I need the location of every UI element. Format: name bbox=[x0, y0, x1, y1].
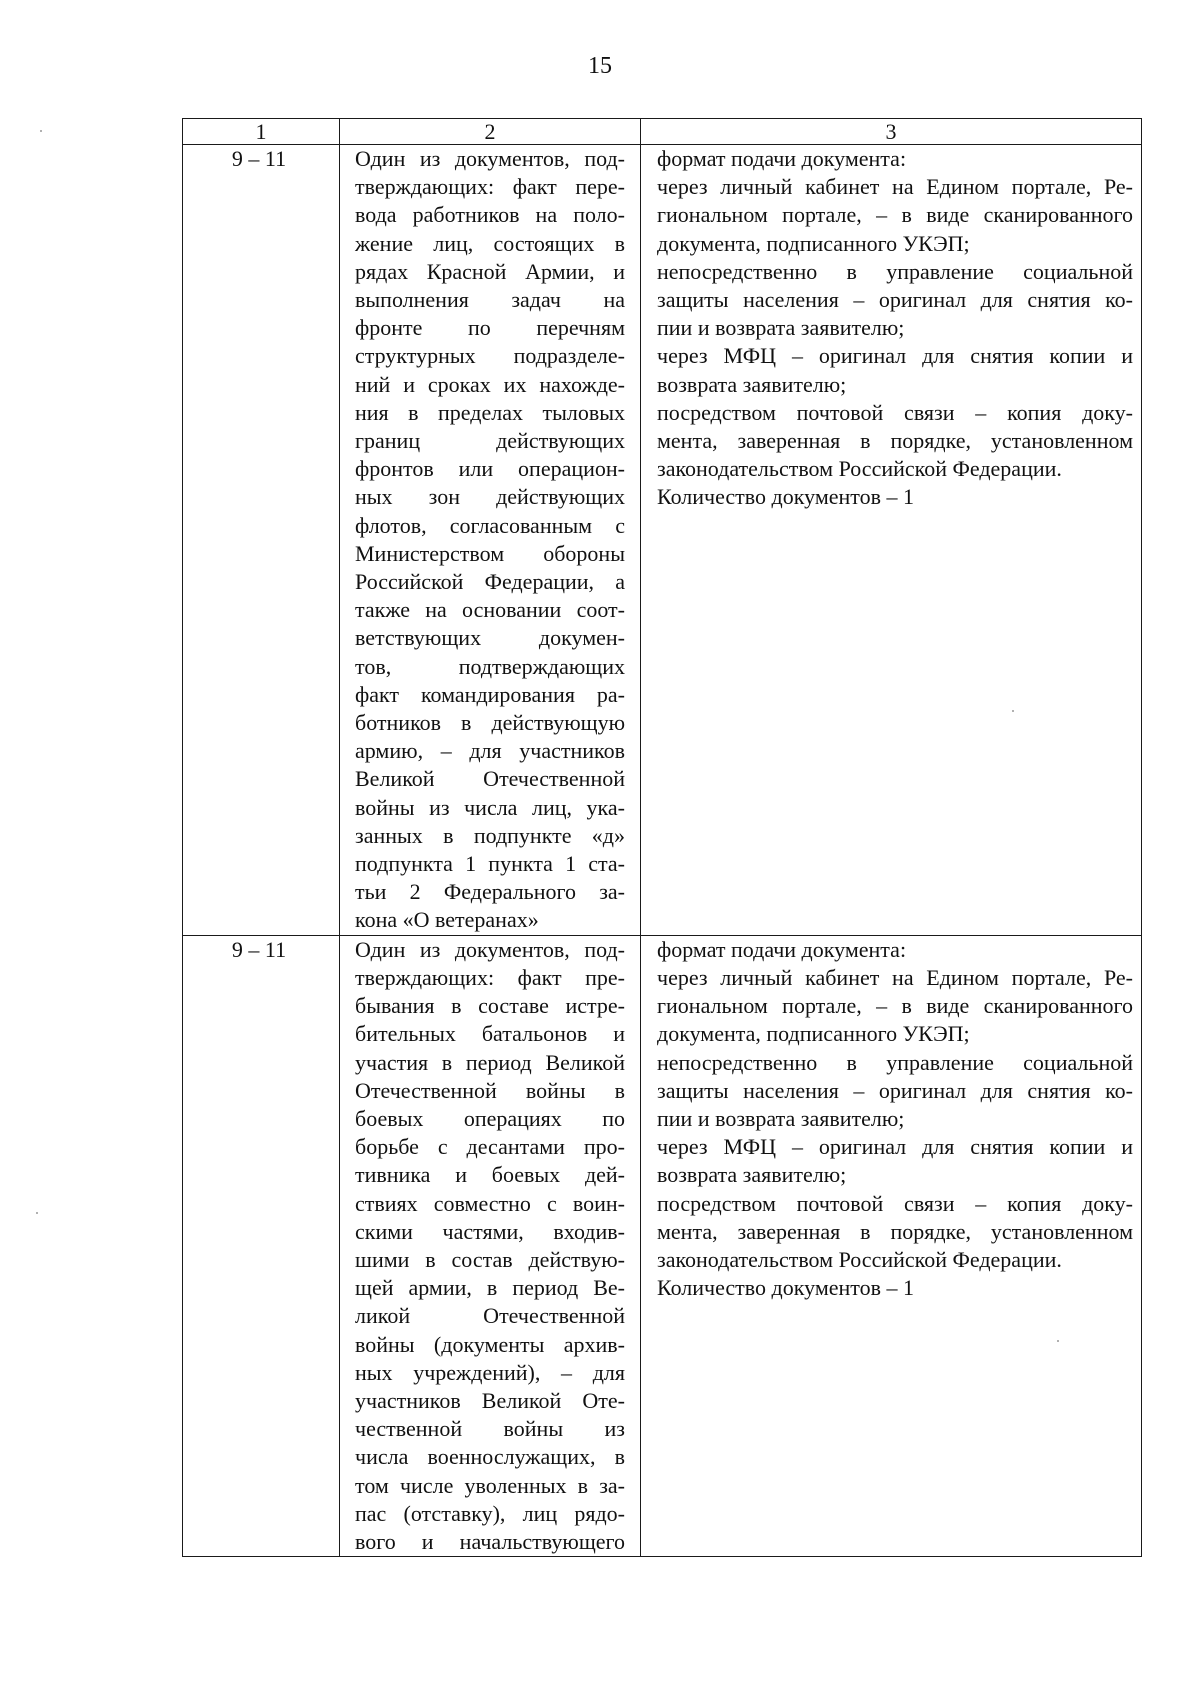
text-line: тверждающих: факт пере- bbox=[355, 174, 625, 200]
text-line: выполнения задач на bbox=[355, 287, 625, 313]
page-number: 15 bbox=[588, 53, 612, 79]
documents-table bbox=[182, 118, 1142, 1557]
column-header-3: 3 bbox=[641, 119, 1142, 145]
text-line: подпункта 1 пункта 1 ста- bbox=[355, 851, 625, 877]
text-line: структурных подразделе- bbox=[355, 343, 625, 369]
text-line: законодательством Российской Федерации. bbox=[657, 456, 1062, 482]
text-line: границ действующих bbox=[355, 428, 625, 454]
text-line: участия в период Великой bbox=[355, 1049, 625, 1075]
row-code-cell: 9 – 11 bbox=[183, 145, 340, 936]
text-line: Российской Федерации, а bbox=[355, 569, 625, 595]
text-line: Количество документов – 1 bbox=[657, 1275, 914, 1301]
text-line: вого и начальствующего bbox=[355, 1528, 625, 1554]
row-code-cell: 9 – 11 bbox=[183, 935, 340, 1556]
text-line: ликой Отечественной bbox=[355, 1303, 625, 1329]
text-line: Один из документов, под- bbox=[355, 936, 625, 962]
text-line: возврата заявителю; bbox=[657, 371, 847, 397]
text-line: фронтов или операцион- bbox=[355, 456, 625, 482]
text-line: тов, подтверждающих bbox=[355, 653, 625, 679]
document-description-cell bbox=[340, 935, 641, 1556]
text-line: посредством почтовой связи – копия доку- bbox=[657, 1190, 1133, 1216]
text-line: ний и сроках их нахожде- bbox=[355, 371, 625, 397]
text-line: армию, – для участников bbox=[355, 738, 625, 764]
document-description-text bbox=[355, 145, 625, 935]
document-description-cell bbox=[340, 145, 641, 936]
text-line: боевых операциях по bbox=[355, 1105, 625, 1131]
text-line: щей армии, в период Ве- bbox=[355, 1275, 625, 1301]
text-line: бывания в составе истре- bbox=[355, 993, 625, 1019]
table-row bbox=[183, 145, 1142, 936]
text-line: гиональном портале, – в виде сканированного bbox=[657, 993, 1133, 1019]
text-line: ствиях совместно с воин- bbox=[355, 1190, 625, 1216]
text-line: жение лиц, состоящих в bbox=[355, 230, 625, 256]
text-line: тверждающих: факт пре- bbox=[355, 964, 625, 990]
text-line: непосредственно в управление социальной bbox=[657, 1049, 1133, 1075]
document-description-text bbox=[355, 936, 625, 1556]
text-line: мента, заверенная в порядке, установленном bbox=[657, 428, 1133, 454]
text-line: посредством почтовой связи – копия доку- bbox=[657, 399, 1133, 425]
text-line: борьбе с десантами про- bbox=[355, 1134, 625, 1160]
text-line: чественной войны из bbox=[355, 1416, 625, 1442]
text-line: том числе уволенных в за- bbox=[355, 1472, 625, 1498]
text-line: законодательством Российской Федерации. bbox=[657, 1246, 1062, 1272]
text-line: участников Великой Оте- bbox=[355, 1387, 625, 1413]
text-line: Один из документов, под- bbox=[355, 146, 625, 171]
text-line: флотов, согласованным с bbox=[355, 512, 625, 538]
text-line: Отечественной войны в bbox=[355, 1077, 625, 1103]
text-line: через личный кабинет на Едином портале, Ре- bbox=[657, 964, 1133, 990]
text-line: вода работников на поло- bbox=[355, 202, 625, 228]
text-line: через личный кабинет на Едином портале, Ре- bbox=[657, 174, 1133, 200]
text-line: ветствующих докумен- bbox=[355, 625, 625, 651]
scan-speck bbox=[1012, 710, 1014, 712]
text-line: Количество документов – 1 bbox=[657, 484, 914, 510]
text-line: непосредственно в управление социальной bbox=[657, 258, 1133, 284]
text-line: ных зон действующих bbox=[355, 484, 625, 510]
text-line: шими в состав действую- bbox=[355, 1246, 625, 1272]
scan-speck bbox=[1057, 1340, 1059, 1342]
text-line: формат подачи документа: bbox=[657, 936, 907, 962]
text-line: пии и возврата заявителю; bbox=[657, 315, 905, 341]
table-header-row bbox=[183, 119, 1142, 145]
text-line: через МФЦ – оригинал для снятия копии и bbox=[657, 343, 1133, 369]
submission-format-text bbox=[657, 936, 1133, 1303]
text-line: пии и возврата заявителю; bbox=[657, 1105, 905, 1131]
text-line: мента, заверенная в порядке, установленном bbox=[657, 1218, 1133, 1244]
text-line: пас (отставку), лиц рядо- bbox=[355, 1500, 625, 1526]
submission-format-text bbox=[657, 145, 1133, 512]
text-line: фронте по перечням bbox=[355, 315, 625, 341]
submission-format-cell bbox=[641, 935, 1142, 1556]
text-line: войны (документы архив- bbox=[355, 1331, 625, 1357]
text-line: Великой Отечественной bbox=[355, 766, 625, 792]
text-line: тивника и боевых дей- bbox=[355, 1162, 625, 1188]
text-line: ния в пределах тыловых bbox=[355, 399, 625, 425]
text-line: гиональном портале, – в виде сканированного bbox=[657, 202, 1133, 228]
text-line: факт командирования ра- bbox=[355, 681, 625, 707]
text-line: возврата заявителю; bbox=[657, 1162, 847, 1188]
text-line: документа, подписанного УКЭП; bbox=[657, 1021, 970, 1047]
table-row bbox=[183, 935, 1142, 1556]
text-line: также на основании соот- bbox=[355, 597, 625, 623]
text-line: кона «О ветеранах» bbox=[355, 907, 539, 933]
scan-speck bbox=[40, 130, 42, 132]
column-header-2: 2 bbox=[340, 119, 641, 145]
text-line: документа, подписанного УКЭП; bbox=[657, 230, 970, 256]
text-line: занных в подпункте «д» bbox=[355, 822, 625, 848]
text-line: Министерством обороны bbox=[355, 540, 625, 566]
text-line: бительных батальонов и bbox=[355, 1021, 625, 1047]
text-line: защиты населения – оригинал для снятия ко- bbox=[657, 1077, 1133, 1103]
text-line: ных учреждений), – для bbox=[355, 1359, 625, 1385]
submission-format-cell bbox=[641, 145, 1142, 936]
text-line: войны из числа лиц, ука- bbox=[355, 794, 625, 820]
text-line: защиты населения – оригинал для снятия ко- bbox=[657, 287, 1133, 313]
text-line: через МФЦ – оригинал для снятия копии и bbox=[657, 1134, 1133, 1160]
text-line: числа военнослужащих, в bbox=[355, 1444, 625, 1470]
text-line: тьи 2 Федерального за- bbox=[355, 879, 625, 905]
text-line: формат подачи документа: bbox=[657, 146, 907, 171]
column-header-1: 1 bbox=[183, 119, 340, 145]
scan-speck bbox=[36, 1212, 38, 1214]
text-line: ботников в действующую bbox=[355, 710, 625, 736]
text-line: скими частями, входив- bbox=[355, 1218, 625, 1244]
text-line: рядах Красной Армии, и bbox=[355, 258, 625, 284]
